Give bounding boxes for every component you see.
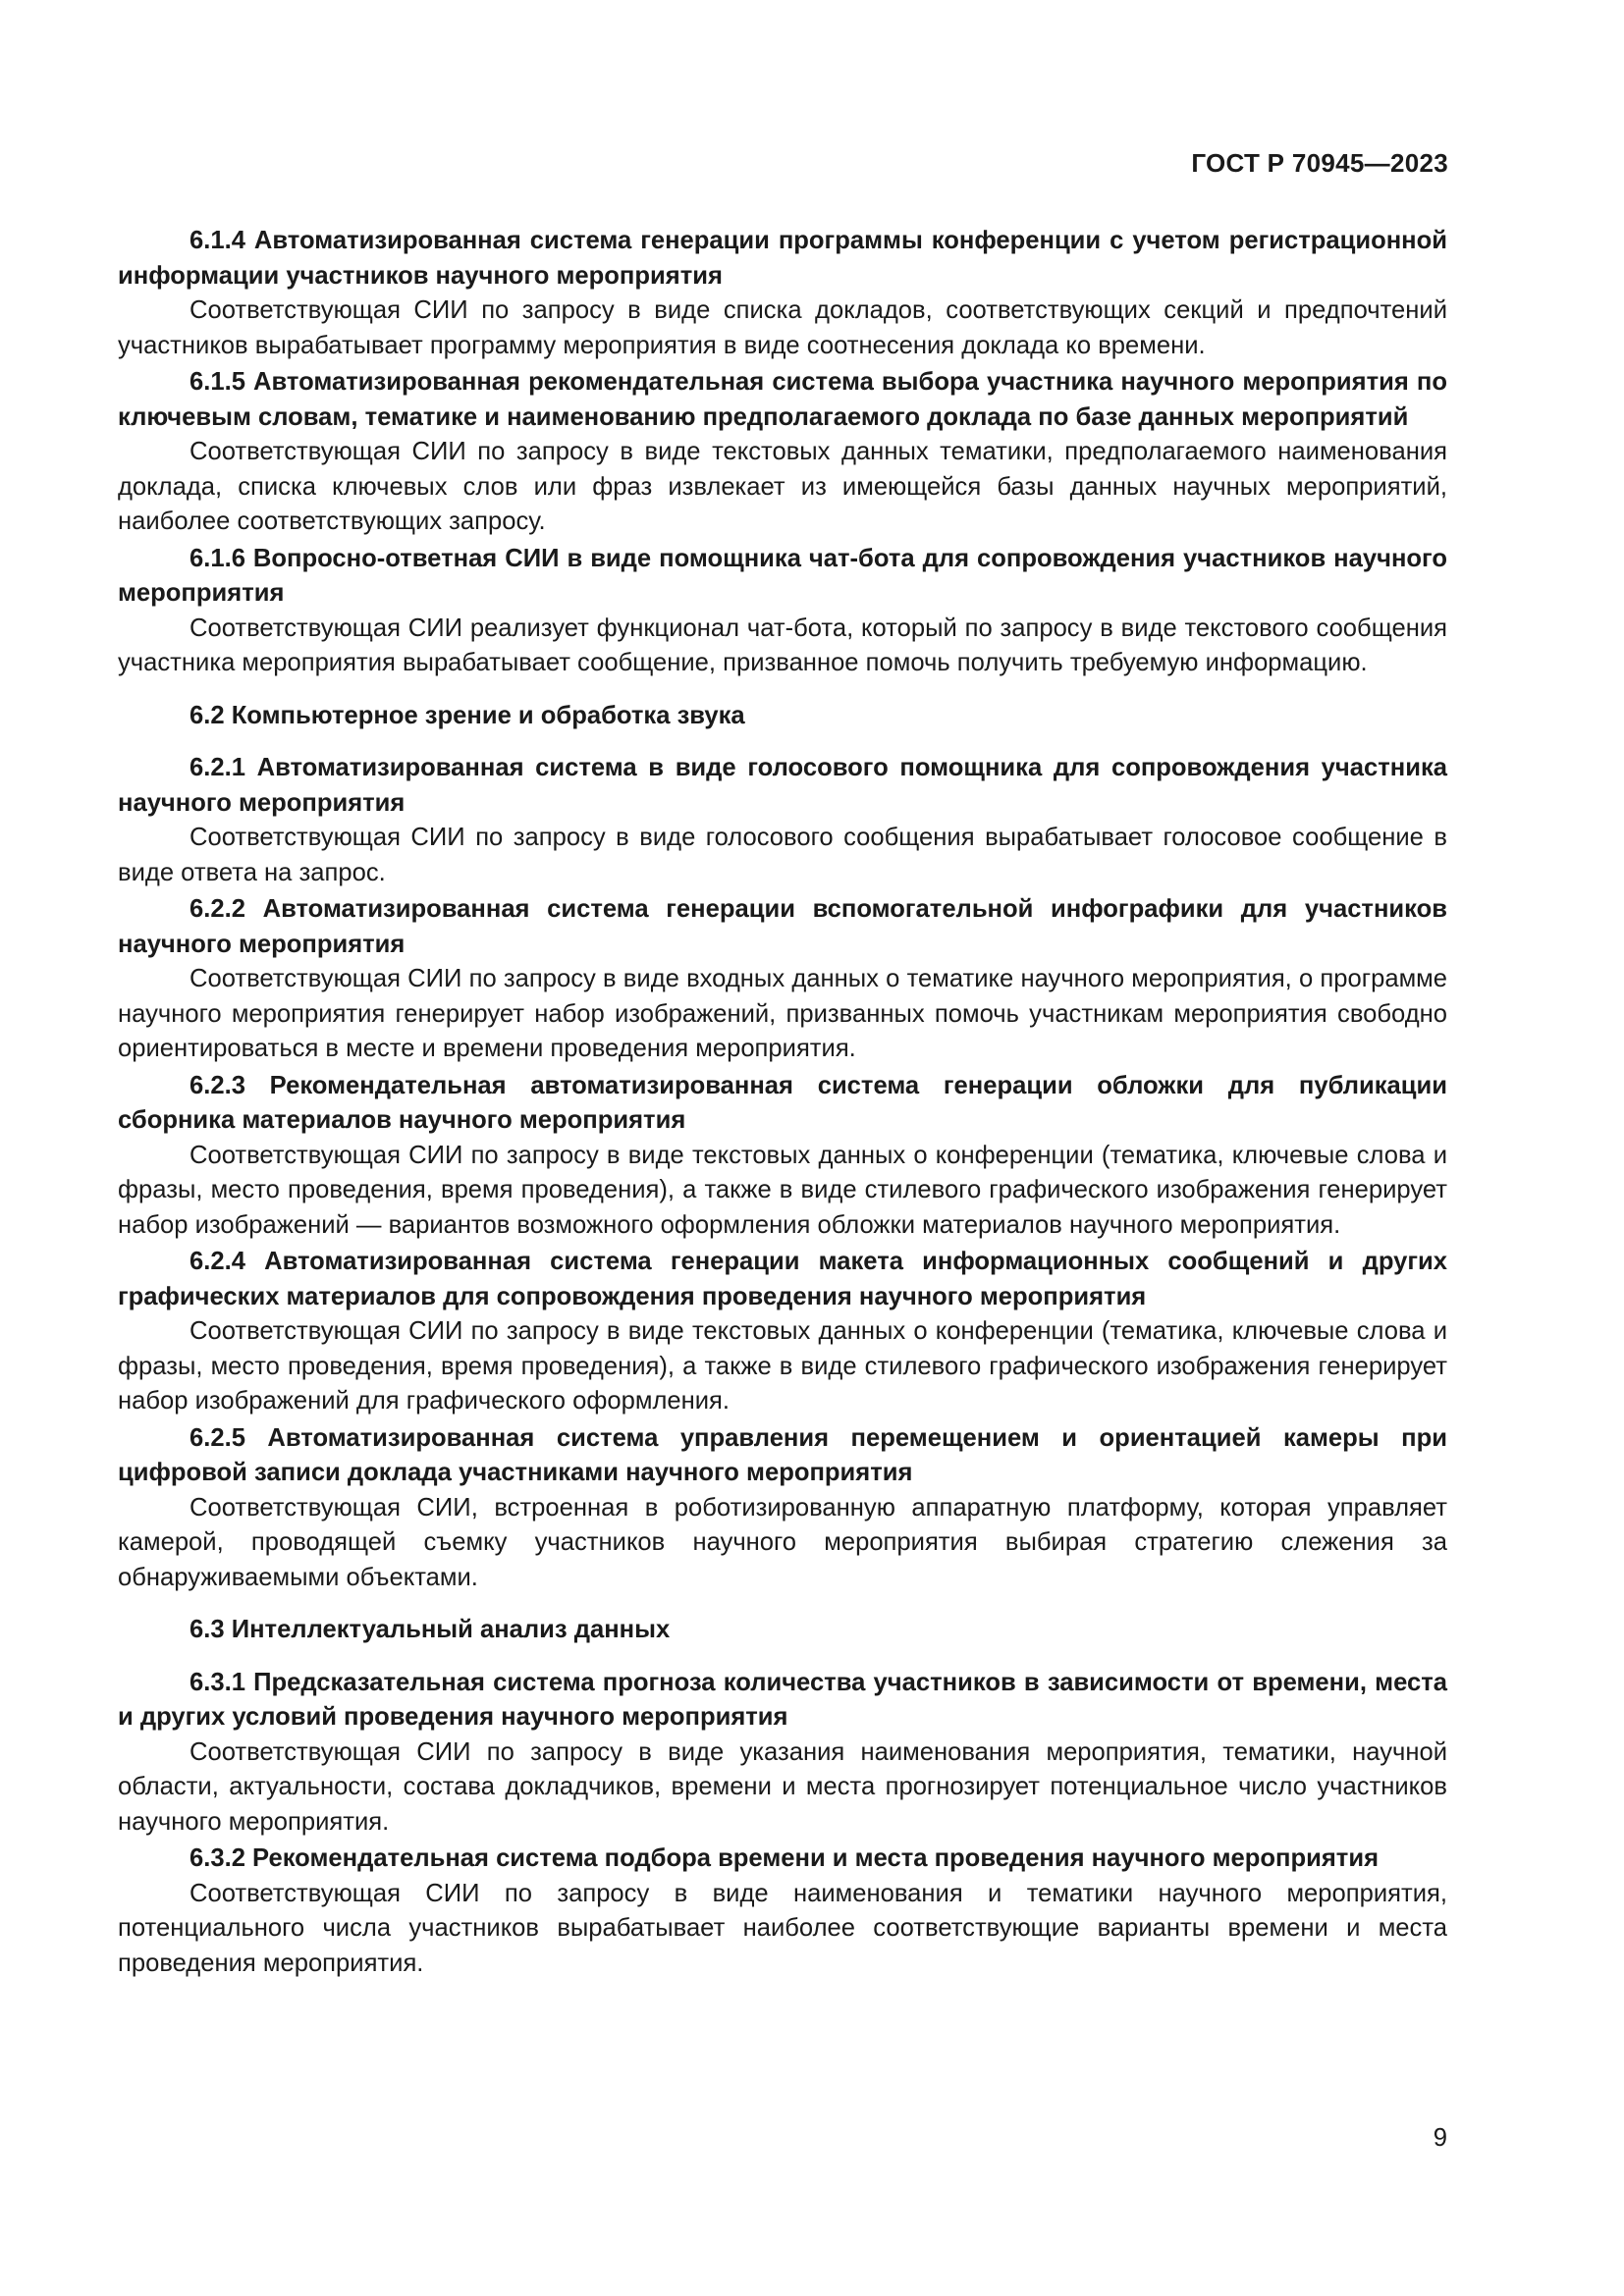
clause-6-2-4-heading: 6.2.4 Автоматизированная система генерации макета информационных сообщений и других графических материалов для сопровождения проведения научного мероприятия: [118, 1248, 1447, 1310]
clause-6-2-2-heading: 6.2.2 Автоматизированная система генерации вспомогательной инфографики для участников научного мероприятия: [118, 895, 1447, 958]
clause-6-3-2-heading: 6.3.2 Рекомендательная система подбора времени и места проведения научного мероприятия: [189, 1844, 1380, 1872]
clause-6-1-5-text: Соответствующая СИИ по запросу в виде текстовых данных тематики, предполагаемого наименования доклада, списка ключевых слов или фраз извлекает из имеющейся базы данных научных мероприятий, наиболее соответствующих запросу.: [118, 438, 1447, 535]
clause-6-1-4-text: Соответствующая СИИ по запросу в виде списка докладов, соответствующих секций и предпочтений участников вырабатывает программу мероприятия в виде соотнесения доклада ко времени.: [118, 296, 1447, 359]
clause-6-3-1-heading: 6.3.1 Предсказательная система прогноза количества участников в зависимости от времени, места и других условий проведения научного мероприятия: [118, 1668, 1447, 1731]
section-6-2-title: 6.2 Компьютерное зрение и обработка звука: [189, 701, 745, 729]
document-body: [118, 224, 1447, 1981]
clause-6-2-4-text: Соответствующая СИИ по запросу в виде текстовых данных о конференции (тематика, ключевые слова и фразы, место проведения, время проведения), а также в виде стилевого графического изображения генерирует набор изображений для графического оформления.: [118, 1317, 1447, 1415]
section-6-3-title: 6.3 Интеллектуальный анализ данных: [189, 1616, 671, 1643]
clause-6-2-1-heading: 6.2.1 Автоматизированная система в виде голосового помощника для сопровождения участника научного мероприятия: [118, 754, 1447, 817]
clause-6-1-6-text: Соответствующая СИИ реализует функционал чат-бота, который по запросу в виде текстового сообщения участника мероприятия вырабатывает сообщение, призванное помочь получить требуемую информацию.: [118, 614, 1447, 676]
clause-6-2-5-text: Соответствующая СИИ, встроенная в роботизированную аппаратную платформу, которая управляет камерой, проводящей съемку участников научного мероприятия выбирая стратегию слежения за обнаруживаемыми объектами.: [118, 1493, 1447, 1591]
clause-6-2-1-text: Соответствующая СИИ по запросу в виде голосового сообщения вырабатывает голосовое сообщение в виде ответа на запрос.: [118, 824, 1447, 886]
clause-6-2-3-heading: 6.2.3 Рекомендательная автоматизированная система генерации обложки для публикации сборника материалов научного мероприятия: [118, 1071, 1447, 1134]
clause-6-3-2-text: Соответствующая СИИ по запросу в виде наименования и тематики научного мероприятия, потенциального числа участников вырабатывает наиболее соответствующие варианты времени и места проведения мероприятия.: [118, 1879, 1447, 1977]
document-code-header: ГОСТ Р 70945—2023: [1191, 148, 1448, 178]
page-number: 9: [1433, 2124, 1447, 2152]
clause-6-2-2-text: Соответствующая СИИ по запросу в виде входных данных о тематике научного мероприятия, о программе научного мероприятия генерирует набор изображений, призванных помочь участникам мероприятия свободно ориентироваться в месте и времени проведения мероприятия.: [118, 965, 1447, 1062]
clause-6-1-4-heading: 6.1.4 Автоматизированная система генерации программы конференции с учетом регистрационной информации участников научного мероприятия: [118, 227, 1447, 290]
clause-6-3-1-text: Соответствующая СИИ по запросу в виде указания наименования мероприятия, тематики, научной области, актуальности, состава докладчиков, времени и места прогнозирует потенциальное число участников научного мероприятия.: [118, 1737, 1447, 1836]
clause-6-2-5-heading: 6.2.5 Автоматизированная система управления перемещением и ориентацией камеры при цифровой записи доклада участниками научного мероприятия: [118, 1423, 1447, 1486]
clause-6-1-5-heading: 6.1.5 Автоматизированная рекомендательная система выбора участника научного мероприятия по ключевым словам, тематике и наименованию предполагаемого доклада по базе данных мероприятий: [118, 368, 1447, 431]
clause-6-1-6-heading: 6.1.6 Вопросно-ответная СИИ в виде помощника чат-бота для сопровождения участников научного мероприятия: [118, 544, 1447, 607]
clause-6-2-3-text: Соответствующая СИИ по запросу в виде текстовых данных о конференции (тематика, ключевые слова и фразы, место проведения, время проведения), а также в виде стилевого графического изображения генерирует набор изображений — вариантов возможного оформления обложки материалов научного мероприятия.: [118, 1141, 1447, 1239]
